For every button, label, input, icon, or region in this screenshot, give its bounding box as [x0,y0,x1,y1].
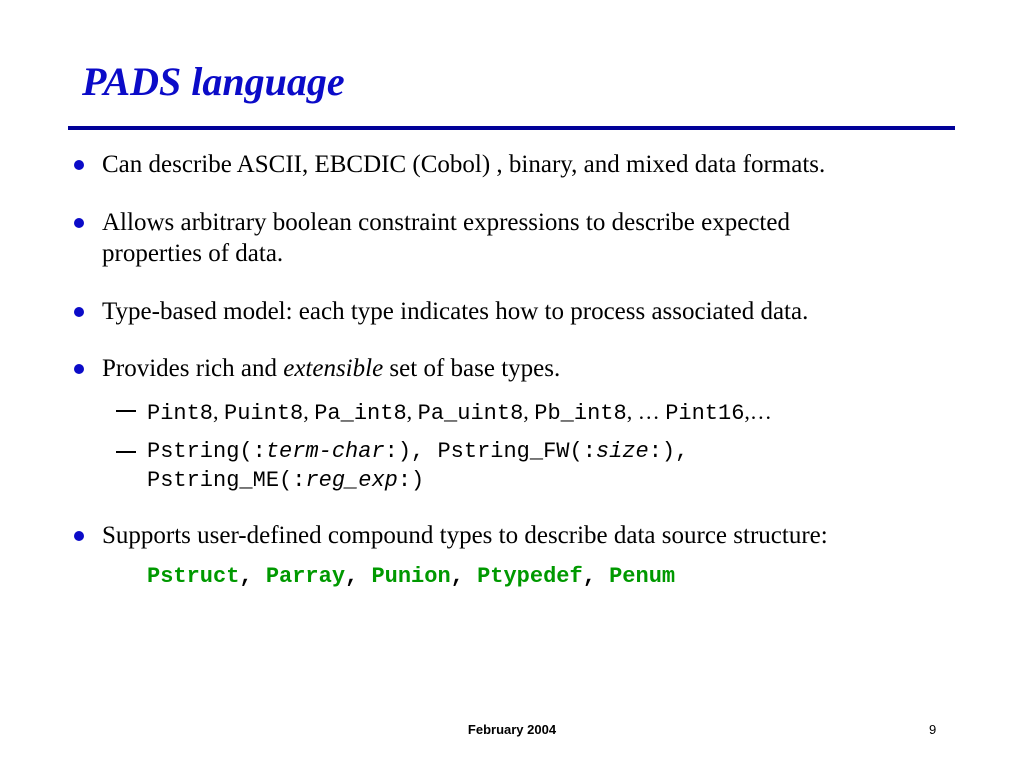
code-text: :), Pstring_FW(: [384,439,596,464]
separator: , [523,399,535,424]
type-name: Pa_uint8 [417,401,524,426]
bullet-text-part: set of base types. [383,355,561,382]
bullet-dot-icon [70,303,88,321]
bullet-text: Type-based model: each type indicates how to process associated data. [102,298,809,325]
emphasis-text: extensible [283,355,384,382]
keyword-parray: Parray [265,564,346,589]
keyword-penum: Penum [609,564,676,589]
separator: , [406,399,418,424]
sub-bullet-text [147,437,688,466]
type-name: Pb_int8 [534,401,627,426]
slide-title: PADS language [82,59,345,104]
keyword-ptypedef: Ptypedef [477,564,583,589]
compound-types-line [147,562,675,592]
bullet-text [102,354,560,384]
separator: , … [626,399,666,424]
type-name: Pa_int8 [314,401,407,426]
bullet-text-part: Provides rich and [102,355,284,382]
separator: , [239,564,266,589]
separator: , [303,399,315,424]
separator: , [213,399,225,424]
footer-date: February 2004 [467,722,557,737]
dash-icon [116,410,136,412]
bullet-dot-icon [70,156,88,174]
separator: , [345,564,372,589]
code-text: Pstring(: [147,439,266,464]
keyword-punion: Punion [371,564,451,589]
dash-icon [116,451,136,453]
bullet-text: Can describe ASCII, EBCDIC (Cobol) , binary, and mixed data formats. [102,151,826,178]
bullet-text-continuation: properties of data. [102,240,284,267]
type-name: Pint8 [147,401,214,426]
code-param: reg_exp [305,468,398,493]
sub-bullet-text-continuation [147,466,424,495]
bullet-text: Supports user-defined compound types to describe data source structure: [102,522,828,549]
code-param: term-char [265,439,385,464]
title-divider [68,126,955,130]
bullet-dot-icon [70,360,88,378]
type-name: Pint16 [665,401,745,426]
keyword-pstruct: Pstruct [147,564,240,589]
bullet-dot-icon [70,527,88,545]
bullet-dot-icon [70,214,88,232]
separator: ,… [744,399,772,424]
code-param: size [595,439,649,464]
sub-bullet-text [147,397,772,428]
separator: , [582,564,610,589]
code-text: :), [648,439,689,464]
page-number: 9 [929,722,937,737]
type-name: Puint8 [224,401,304,426]
code-text: Pstring_ME(: [147,468,306,493]
separator: , [450,564,478,589]
bullet-text: Allows arbitrary boolean constraint expressions to describe expected [102,209,790,236]
code-text: :) [397,468,425,493]
